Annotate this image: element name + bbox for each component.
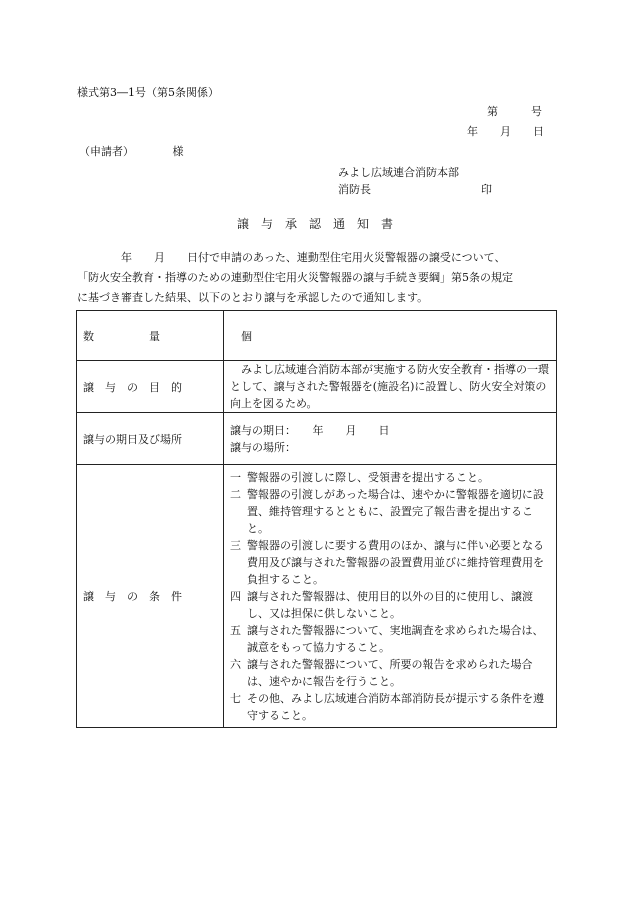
purpose-label: 譲 与 の 目 的 bbox=[77, 361, 224, 413]
condition-number: 三 bbox=[230, 538, 241, 552]
document-date-field: 年 月 日 bbox=[467, 125, 544, 138]
condition-item bbox=[230, 537, 550, 588]
notice-body-line: に基づき審査した結果、以下のとおり譲与を承認したので通知します。 bbox=[77, 291, 429, 304]
conditions-value bbox=[224, 465, 557, 728]
condition-number: 一 bbox=[230, 470, 241, 484]
document-number-field: 第 号 bbox=[487, 105, 542, 118]
form-number-label: 様式第3―1号（第5条関係） bbox=[77, 86, 219, 99]
condition-item bbox=[230, 690, 550, 724]
date-place-label: 譲与の期日及び場所 bbox=[77, 413, 224, 465]
transfer-date-line: 譲与の期日： 年 月 日 bbox=[230, 423, 390, 437]
condition-text: その他、みよし広域連合消防本部消防長が提示する条件を遵守すること。 bbox=[247, 691, 544, 722]
condition-text: 譲与された警報器について、実地調査を求められた場合は、誠意をもって協力すること。 bbox=[247, 623, 544, 654]
condition-text: 警報器の引渡しに要する費用のほか、譲与に伴い必要となる費用及び譲与された警報器の設置費用並びに維持管理費用を負担すること。 bbox=[247, 538, 544, 586]
table-row-purpose bbox=[77, 361, 557, 413]
condition-number: 七 bbox=[230, 691, 241, 705]
condition-item bbox=[230, 588, 550, 622]
condition-text: 譲与された警報器について、所要の報告を求められた場合は、速やかに報告を行うこと。 bbox=[247, 657, 533, 688]
document-title: 譲 与 承 認 通 知 書 bbox=[236, 217, 393, 231]
applicant-addressee: （申請者） 様 bbox=[79, 145, 184, 158]
condition-item bbox=[230, 469, 550, 486]
condition-text: 警報器の引渡しがあった場合は、速やかに警報器を適切に設置、維持管理するとともに、設置完了報告書を提出すること。 bbox=[247, 487, 544, 535]
condition-number: 四 bbox=[230, 589, 241, 603]
notice-body-line: 年 月 日付で申請のあった、連動型住宅用火災警報器の譲受について、 bbox=[77, 251, 506, 264]
table-row-quantity bbox=[77, 311, 557, 361]
condition-item bbox=[230, 486, 550, 537]
date-place-value bbox=[224, 413, 557, 465]
notice-body-line: 「防火安全教育・指導のための連動型住宅用火災警報器の譲与手続き要綱」第5条の規定 bbox=[77, 271, 513, 284]
table-row-conditions bbox=[77, 465, 557, 728]
purpose-value: みよし広域連合消防本部が実施する防火安全教育・指導の一環として、譲与された警報器を(施設名)に設置し、防火安全対策の向上を図るため。 bbox=[224, 361, 557, 413]
condition-text: 警報器の引渡しに際し、受領書を提出すること。 bbox=[247, 470, 489, 484]
table-row-date-place bbox=[77, 413, 557, 465]
notice-body bbox=[77, 248, 557, 308]
condition-number: 二 bbox=[230, 487, 241, 501]
quantity-label: 数 量 bbox=[77, 311, 224, 361]
conditions-label: 譲 与 の 条 件 bbox=[77, 465, 224, 728]
transfer-place-line: 譲与の場所： bbox=[230, 440, 296, 454]
approval-details-table bbox=[76, 310, 557, 728]
condition-number: 六 bbox=[230, 657, 241, 671]
conditions-list bbox=[230, 469, 550, 724]
fire-chief-seal-line: 消防長 印 bbox=[338, 183, 492, 196]
issuing-organization: みよし広域連合消防本部 bbox=[338, 166, 459, 179]
condition-item bbox=[230, 656, 550, 690]
condition-text: 譲与された警報器は、使用目的以外の目的に使用し、譲渡し、又は担保に供しないこと。 bbox=[247, 589, 533, 620]
condition-number: 五 bbox=[230, 623, 241, 637]
quantity-value: 個 bbox=[224, 311, 557, 361]
condition-item bbox=[230, 622, 550, 656]
